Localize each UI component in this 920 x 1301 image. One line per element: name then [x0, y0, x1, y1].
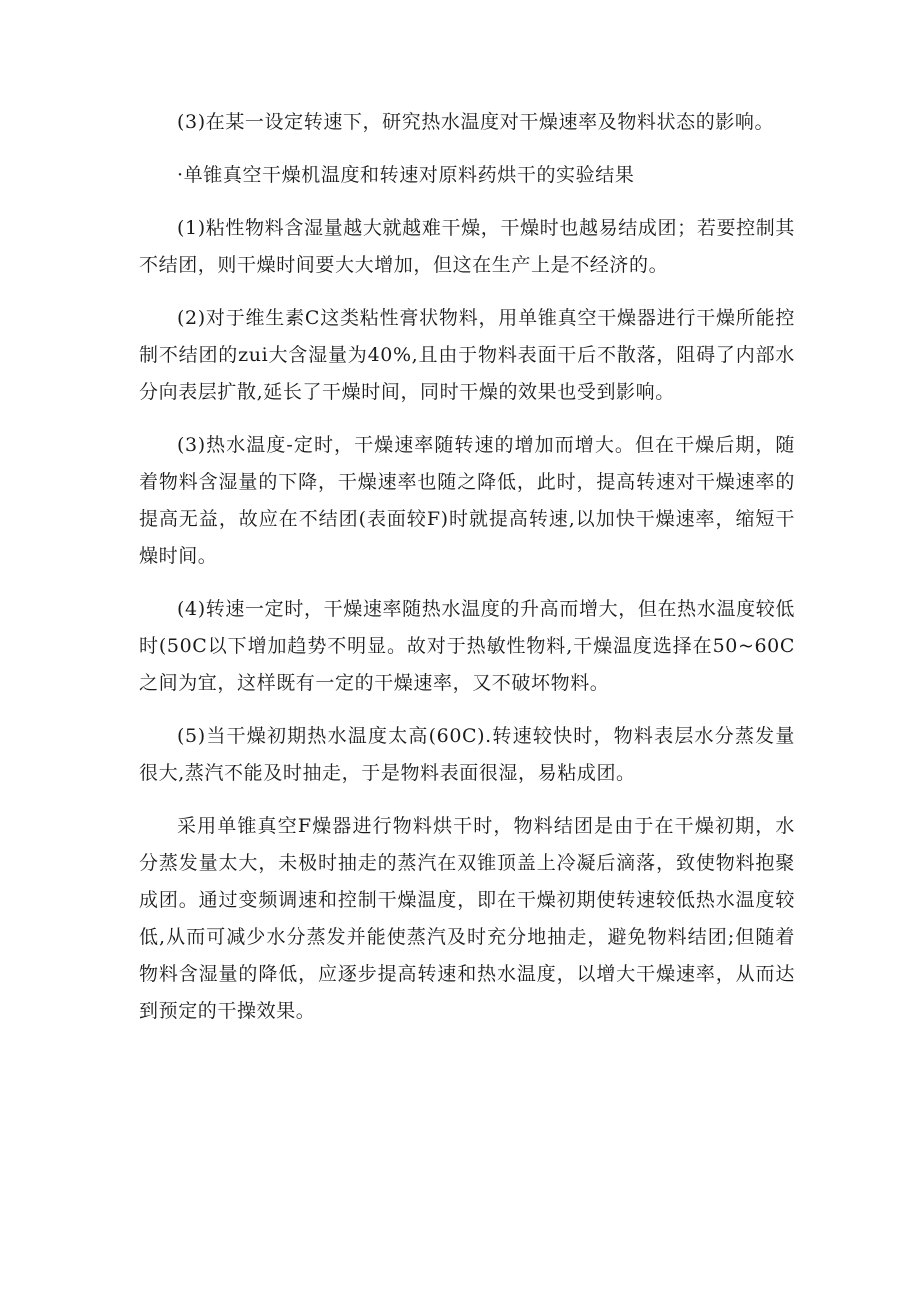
- paragraph-result-1: (1)粘性物料含湿量越大就越难干燥，干燥时也越易结成团；若要控制其不结团，则干燥时间要大大增加，但这在生产上是不经济的。: [139, 217, 795, 276]
- section-heading-results: ·单锥真空干燥机温度和转速对原料药烘干的实验结果: [177, 164, 635, 186]
- document-body: [139, 104, 795, 1030]
- paragraph-research-step-3: (3)在某一设定转速下，研究热水温度对干燥速率及物料状态的影响。: [177, 111, 775, 133]
- paragraph-result-2: (2)对于维生素C这类粘性膏状物料，用单锥真空干燥器进行干燥所能控制不结团的zui大含湿量为40%,且由于物料表面干后不散落，阻碍了内部水分向表层扩散,延长了干燥时间，同时干燥的效果也受到影响。: [139, 307, 795, 403]
- paragraph-conclusion: 采用单锥真空F燥器进行物料烘干时，物料结团是由于在干燥初期，水分蒸发量太大，未极时抽走的蒸汽在双锥顶盖上冷凝后滴落，致使物料抱聚成团。通过变频调速和控制干燥温度，即在干燥初期使转速较低热水温度较低,从而可减少水分蒸发并能使蒸汽及时充分地抽走，避免物料结团;但随着物料含湿量的降低，应逐步提高转速和热水温度，以增大干燥速率，从而达到预定的干操效果。: [139, 815, 795, 1022]
- paragraph-result-3: (3)热水温度-定时，干燥速率随转速的增加而增大。但在干燥后期，随着物料含湿量的下降，干燥速率也随之降低，此时，提高转速对干燥速率的提高无益，故应在不结团(表面较F)时就提高转速,以加快干燥速率，缩短干燥时间。: [139, 434, 795, 567]
- paragraph-result-4: (4)转速一定时，干燥速率随热水温度的升高而增大，但在热水温度较低时(50C以下增加趋势不明显。故对于热敏性物料,干燥温度选择在50~60C之间为宜，这样既有一定的干燥速率，又不破坏物料。: [139, 598, 795, 694]
- paragraph-result-5: (5)当干燥初期热水温度太高(60C).转速较快时，物料表层水分蒸发量很大,蒸汽不能及时抽走，于是物料表面很湿，易粘成团。: [139, 725, 795, 784]
